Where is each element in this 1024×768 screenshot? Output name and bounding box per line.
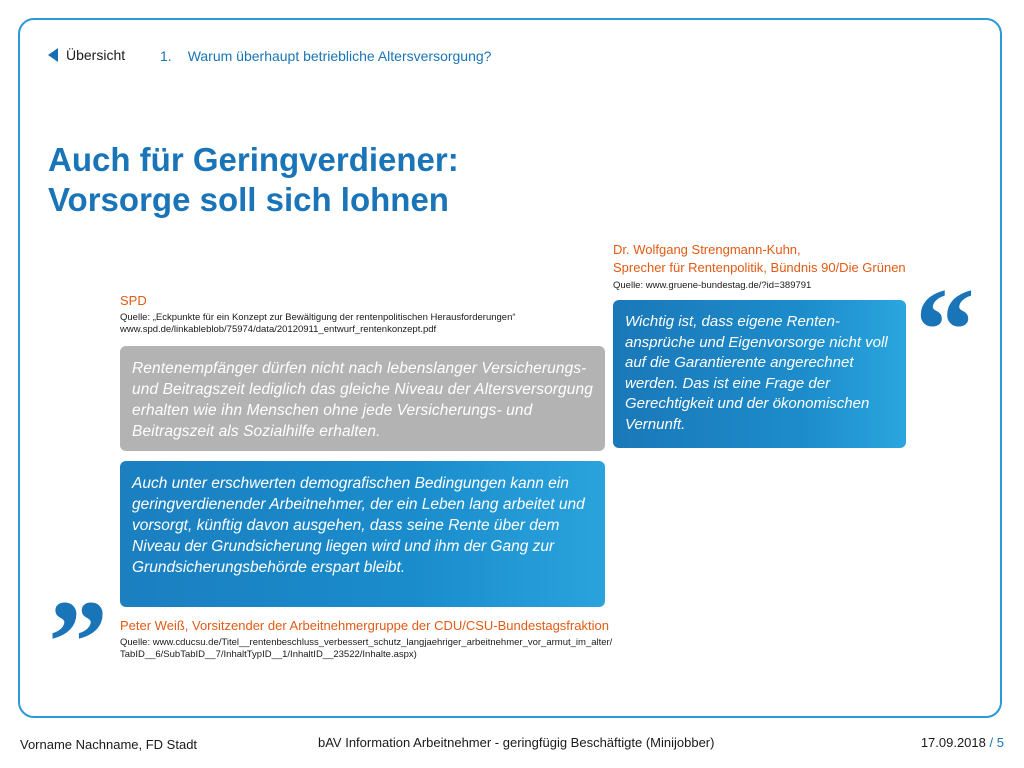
gruene-speaker-name: Dr. Wolfgang Strengmann-Kuhn,	[613, 242, 801, 257]
gruene-quote-box	[613, 300, 906, 448]
spd-source	[120, 312, 600, 336]
spd-source-line-1: Quelle: „Eckpunkte für ein Konzept zur Bewältigung der rentenpolitischen Herausforderungen“	[120, 312, 516, 323]
title-line-2: Vorsorge soll sich lohnen	[48, 181, 449, 218]
back-label: Übersicht	[66, 47, 126, 63]
footer-presentation-title: bAV Information Arbeitnehmer - geringfügig Beschäftigte (Minijobber)	[318, 735, 715, 750]
footer-page-number: 5	[996, 735, 1004, 750]
back-to-overview-link[interactable]	[48, 47, 125, 63]
cdu-source-line-1: Quelle: www.cducsu.de/Titel__rentenbeschluss_verbessert_schutz_langjaehriger_arbeitnehmer_vor_armut_im_alter/	[120, 637, 613, 648]
spd-heading: SPD	[120, 293, 147, 308]
footer-separator: /	[989, 735, 994, 750]
opening-quote-mark: “	[915, 263, 975, 396]
footer-date: 17.09.2018	[920, 735, 986, 750]
cdu-source	[120, 637, 680, 661]
cdu-quote-box	[120, 461, 605, 607]
title-line-1: Auch für Geringverdiener:	[48, 141, 459, 178]
spd-quote-text: Rentenempfänger dürfen nicht nach lebenslanger Versicherungs- und Beitragszeit lediglich das gleiche Niveau der Altersversorgung erhalten wie ihn Menschen ohne jede Versicherungs- und Beitragszeit als Sozialhilfe erhalten.	[132, 360, 593, 440]
gruene-speaker-role: Sprecher für Rentenpolitik, Bündnis 90/Die Grünen	[613, 260, 906, 275]
spd-quote-box	[120, 346, 605, 451]
cdu-speaker: Peter Weiß, Vorsitzender der Arbeitnehmergruppe der CDU/CSU-Bundestagsfraktion	[120, 618, 609, 633]
breadcrumb[interactable]	[160, 48, 491, 64]
page-title	[48, 140, 459, 220]
closing-quote-mark: ”	[48, 575, 108, 708]
breadcrumb-number: 1.	[160, 48, 172, 64]
gruene-quote-text: Wichtig ist, dass eigene Renten-ansprüche und Eigenvorsorge nicht voll auf die Garantierente angerechnet werden. Das ist eine Frage der Gerechtigkeit und der ökonomischen Vernunft.	[625, 313, 888, 433]
footer-author: Vorname Nachname, FD Stadt	[20, 737, 198, 752]
triangle-left-icon	[48, 48, 58, 62]
cdu-quote-text: Auch unter erschwerten demografischen Bedingungen kann ein geringverdienender Arbeitnehmer, der ein Leben lang arbeitet und vorsorgt, künftig davon ausgehen, dass seine Rente über dem Niveau der Grundsicherung liegen wird und ihm der Gang zur Grundsicherungsbehörde erspart bleibt.	[132, 475, 585, 576]
spd-source-line-2: www.spd.de/linkableblob/75974/data/20120911_entwurf_rentenkonzept.pdf	[120, 324, 437, 335]
footer-page-info	[921, 735, 1004, 750]
breadcrumb-text: Warum überhaupt betriebliche Altersversorgung?	[187, 48, 492, 64]
gruene-source: Quelle: www.gruene-bundestag.de/?id=389791	[613, 280, 812, 291]
cdu-source-line-2: TabID__6/SubTabID__7/InhaltTypID__1/InhaltID__23522/Inhalte.aspx)	[120, 649, 417, 660]
gruene-speaker	[613, 241, 906, 277]
